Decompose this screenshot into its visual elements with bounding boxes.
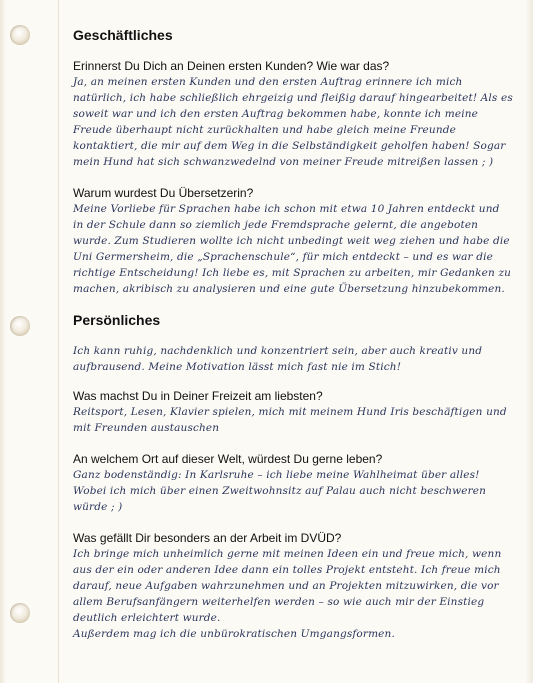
section-title-personal: Persönliches [73, 312, 161, 328]
answer-free-time: Reitsport, Lesen, Klavier spielen, mich mit meinem Hund Iris beschäftigen und mit Freunden austauschen [73, 406, 507, 434]
margin-line [58, 0, 59, 683]
qa-free-time [73, 389, 513, 436]
question-free-time: Was machst Du in Deiner Freizeit am liebsten? [73, 389, 323, 403]
qa-where-to-live [73, 452, 513, 515]
answer-where-to-live: Ganz bodenständig: In Karlsruhe – ich liebe meine Wahlheimat über alles! Wobei ich mich über einen Zweitwohnsitz auf Palau auch nicht beschweren würde ; ) [73, 469, 487, 513]
answer-why-translator: Meine Vorliebe für Sprachen habe ich schon mit etwa 10 Jahren entdeckt und in der Schule dann so ziemlich jede Fremdsprache gelernt, die angeboten wurde. Zum Studieren wollte ich nicht unbedingt weit weg ziehen und habe die Uni Germersheim, die „Sprachenschule“, für mich entdeckt – und es war die richtige Entscheidung! Ich liebe es, mit Sprachen zu arbeiten, mir Gedanken zu machen, akribisch zu analysieren und eine gute Übersetzung hinzubekommen. [73, 203, 512, 295]
binder-hole-middle [10, 316, 30, 336]
question-where-to-live: An welchem Ort auf dieser Welt, würdest Du gerne leben? [73, 452, 383, 466]
answer-dvud-work: Ich bringe mich unheimlich gerne mit meinen Ideen ein und freue mich, wenn aus der ein oder anderen Idee dann ein tolles Projekt entsteht. Ich freue mich darauf, neue Aufgaben wahrzunehmen und an Projekten mitzuwirken, die vor allem Berufsanfängern weiterhelfen werden – so wie auch mir der Einstieg deutlich erleichtert wurde. [73, 548, 502, 624]
answer-dvud-work-extra: Außerdem mag ich die unbürokratischen Umgangsformen. [73, 628, 395, 640]
question-why-translator: Warum wurdest Du Übersetzerin? [73, 186, 254, 200]
qa-first-customer [73, 59, 513, 170]
binder-hole-top [10, 25, 30, 45]
answer-first-customer: Ja, an meinen ersten Kunden und den ersten Auftrag erinnere ich mich natürlich, ich habe schließlich ehrgeizig und fleißig darauf hingearbeitet! Als es soweit war und ich den ersten Auftrag bekommen habe, konnte ich meine Freude überhaupt nicht zurückhalten und habe gleich meine Freunde kontaktiert, die mir auf dem Weg in die Selbständigkeit geholfen haben! Sogar mein Hund hat sich schwanzwedelnd von meiner Freude mitreißen lassen ; ) [73, 76, 513, 168]
section-title-business: Geschäftliches [73, 27, 173, 43]
interview-content [73, 26, 513, 642]
personal-intro: Ich kann ruhig, nachdenklich und konzentriert sein, aber auch kreativ und aufbrausend. Meine Motivation lässt mich fast nie im Stich! [73, 345, 483, 373]
qa-dvud-work [73, 531, 513, 642]
question-first-customer: Erinnerst Du Dich an Deinen ersten Kunden? Wie war das? [73, 59, 390, 73]
binder-hole-bottom [10, 603, 30, 623]
qa-why-translator [73, 186, 513, 297]
question-dvud-work: Was gefällt Dir besonders an der Arbeit im DVÜD? [73, 531, 342, 545]
